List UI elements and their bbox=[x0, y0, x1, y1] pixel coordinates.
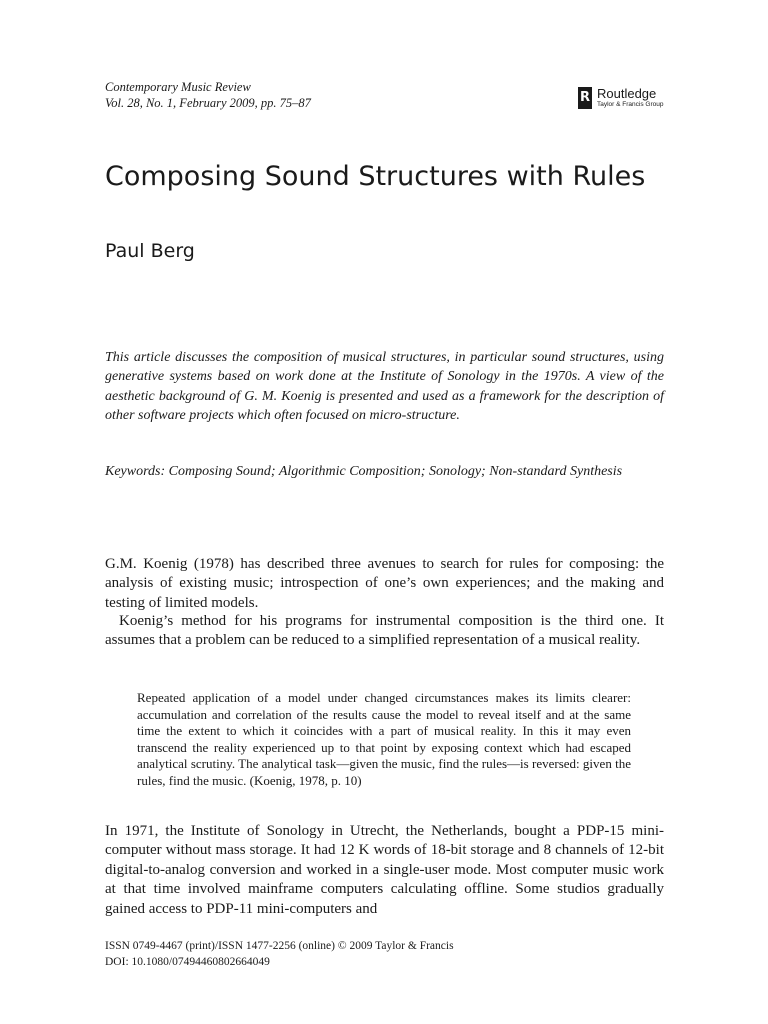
doi-line: DOI: 10.1080/07494460802664049 bbox=[105, 956, 270, 968]
publisher-group: Taylor & Francis Group bbox=[597, 101, 664, 108]
issn-line: ISSN 0749-4467 (print)/ISSN 1477-2256 (online) © 2009 Taylor & Francis bbox=[105, 940, 454, 952]
paragraph-1: G.M. Koenig (1978) has described three avenues to search for rules for composing: the analysis of existing music; introspection of one’s own experiences; and the making and testing of limited models. bbox=[105, 556, 664, 611]
article-author: Paul Berg bbox=[105, 240, 195, 262]
publisher-logo bbox=[578, 87, 663, 109]
journal-name: Contemporary Music Review bbox=[105, 80, 251, 94]
paragraph-2-text: Koenig’s method for his programs for instrumental composition is the third one. It assumes that a problem can be reduced to a simplified representation of a musical reality. bbox=[105, 613, 664, 649]
keywords: Keywords: Composing Sound; Algorithmic Composition; Sonology; Non-standard Synthesis bbox=[105, 464, 623, 479]
footer bbox=[105, 938, 454, 970]
paragraph-3: In 1971, the Institute of Sonology in Utrecht, the Netherlands, bought a PDP-15 mini-computer without mass storage. It had 12 K words of 18-bit storage and 8 channels of 12-bit digital-to-analog conversion and worked in a single-user mode. Most computer music work at that time involved mainframe computers calculating offline. Some studios gradually gained access to PDP-11 mini-computers and bbox=[105, 823, 664, 917]
journal-volume: Vol. 28, No. 1, February 2009, pp. 75–87 bbox=[105, 96, 311, 110]
journal-citation bbox=[105, 79, 311, 111]
abstract: This article discusses the composition of musical structures, in particular sound structures, using generative systems based on work done at the Institute of Sonology in the 1970s. A view of the aesthetic background of G. M. Koenig is presented and used as a framework for the description of other software projects which often focused on micro-structure. bbox=[105, 350, 664, 423]
publisher-name: Routledge bbox=[597, 86, 657, 101]
paragraph-2 bbox=[105, 612, 664, 651]
block-quote: Repeated application of a model under changed circumstances makes its limits clearer: accumulation and correlation of the results cause the model to reveal itself and at the same time the extent to which it coincides with a part of musical reality. In this it may even transcend the reality experienced up to that point by exposing context which had escaped analytical scrutiny. The analytical task—given the music, find the rules—is reversed: given the rules, find the music. (Koenig, 1978, p. 10) bbox=[137, 690, 631, 788]
routledge-logo-icon: R bbox=[578, 87, 592, 109]
article-title: Composing Sound Structures with Rules bbox=[105, 161, 646, 192]
